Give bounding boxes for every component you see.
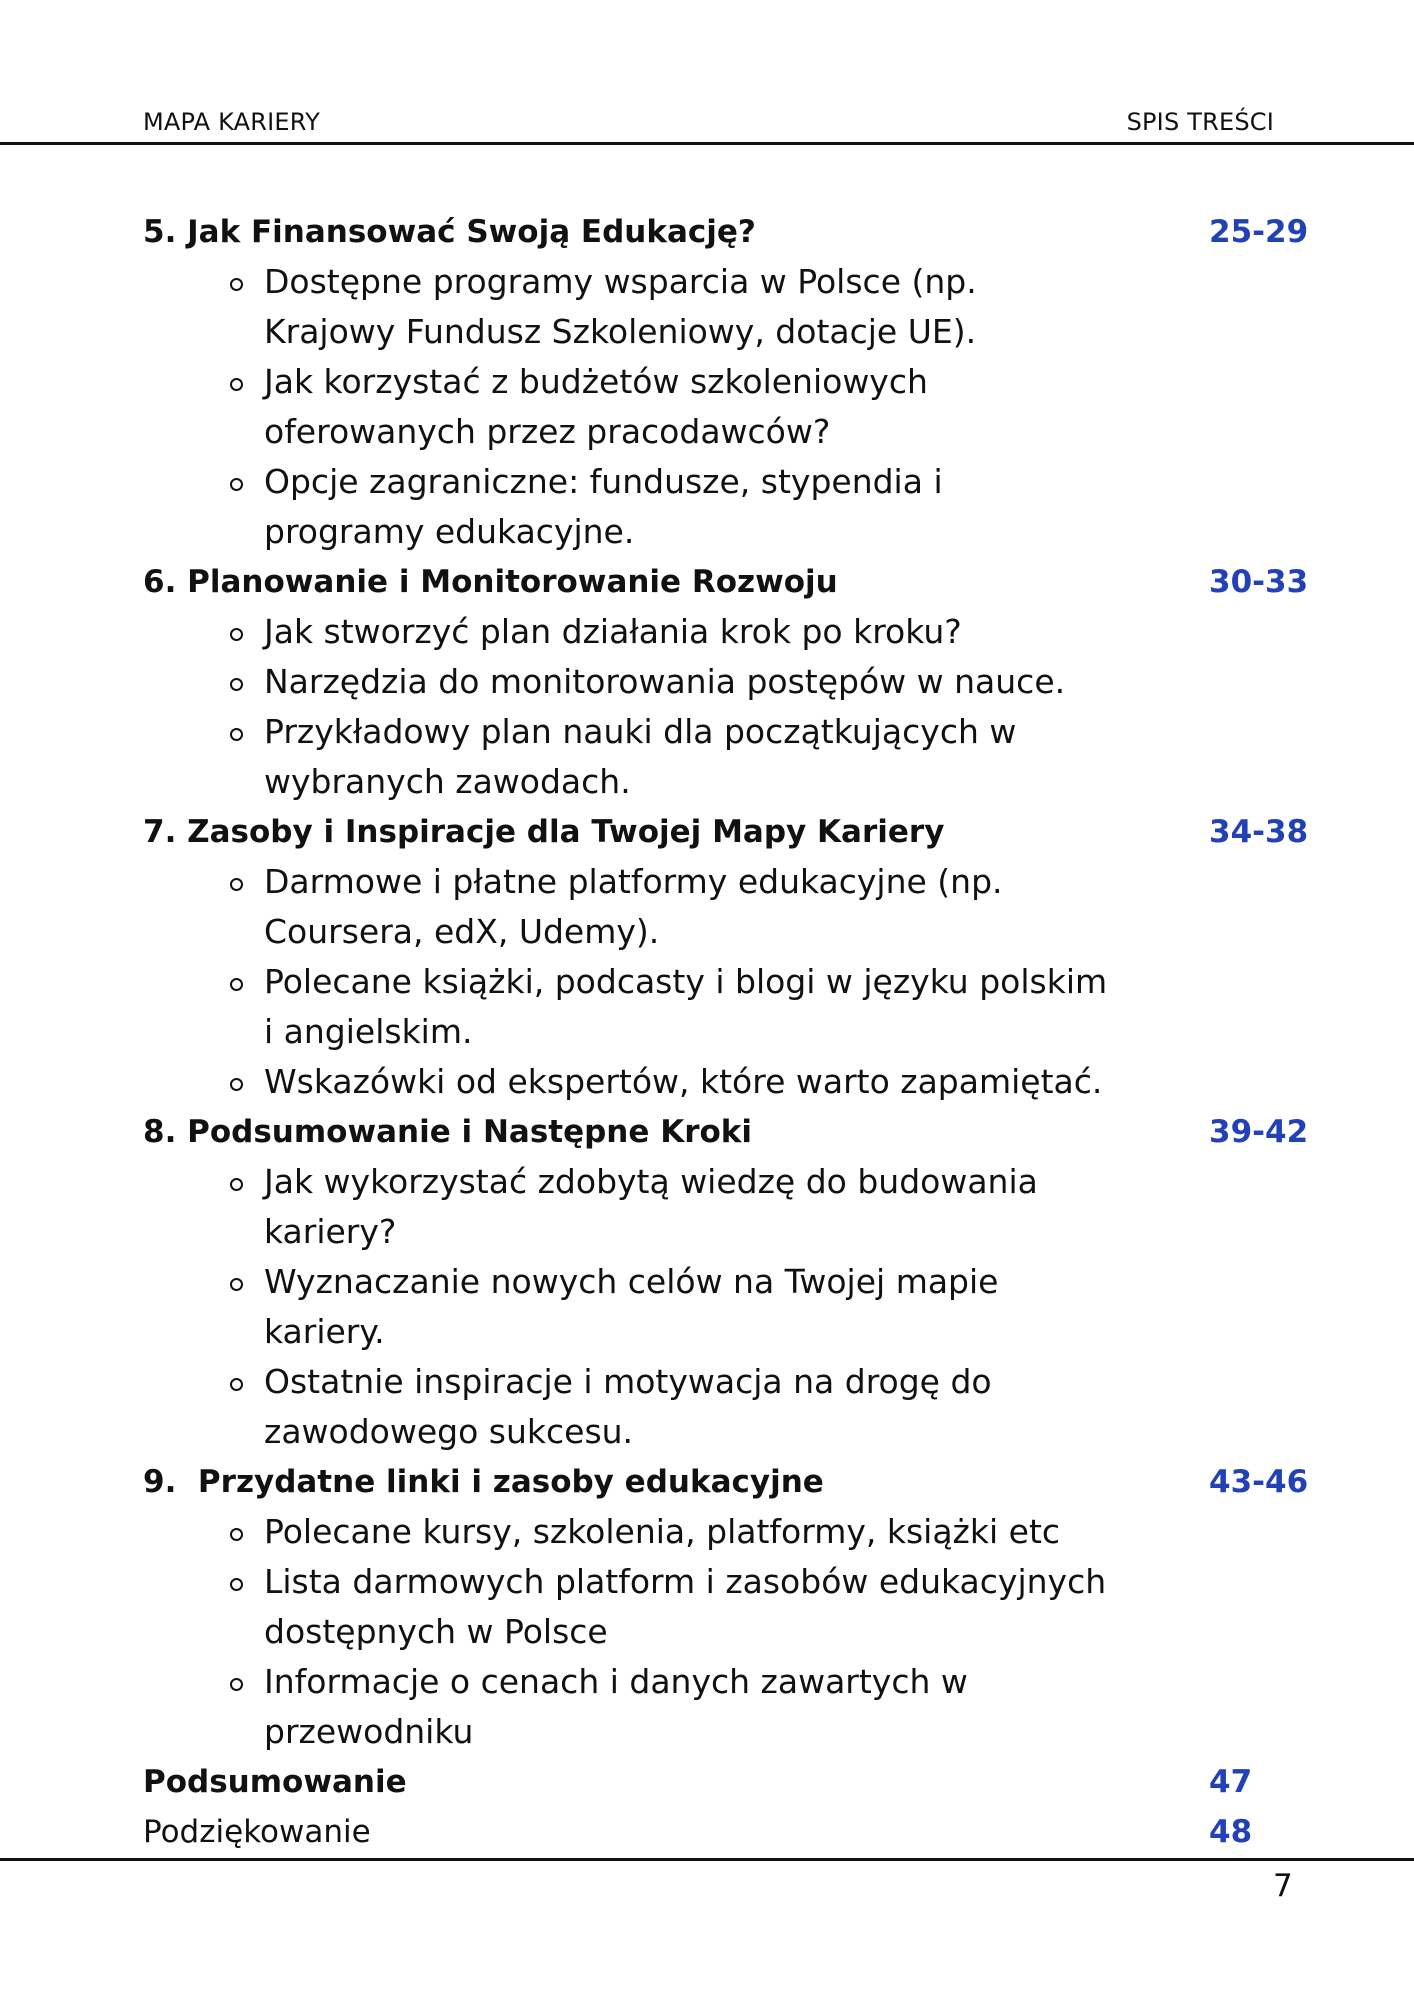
list-item: Opcje zagraniczne: fundusze, stypendia i programy edukacyjne. [143,457,1333,557]
chapter-title: SPIS TREŚCI [1126,108,1274,136]
section-title: 6. Planowanie i Monitorowanie Rozwoju [143,564,838,600]
list-item: Darmowe i płatne platformy edukacyjne (np. Coursera, edX, Udemy). [143,857,1333,957]
circle-bullet-icon [230,728,243,741]
circle-bullet-icon [230,978,243,991]
circle-bullet-icon [230,878,243,891]
list-item: Przykładowy plan nauki dla początkujących w wybranych zawodach. [143,707,1333,807]
circle-bullet-icon [230,628,243,641]
section-7-items [143,857,1333,1107]
circle-bullet-icon [230,1078,243,1091]
circle-bullet-icon [230,1378,243,1391]
section-title: 8. Podsumowanie i Następne Kroki [143,1114,753,1150]
section-pages: 43-46 [1209,1464,1309,1500]
toc-section-6[interactable] [143,557,1333,607]
section-pages: 34-38 [1209,814,1309,850]
section-title: Podsumowanie [143,1764,407,1800]
section-5-items [143,257,1333,557]
list-item: Jak stworzyć plan działania krok po kroku? [143,607,1333,657]
circle-bullet-icon [230,1578,243,1591]
section-pages: 30-33 [1209,564,1309,600]
section-title: 9. Przydatne linki i zasoby edukacyjne [143,1464,824,1500]
circle-bullet-icon [230,1678,243,1691]
circle-bullet-icon [230,378,243,391]
circle-bullet-icon [230,278,243,291]
list-item: Informacje o cenach i danych zawartych w przewodniku [143,1657,1333,1757]
list-item: Lista darmowych platform i zasobów edukacyjnych dostępnych w Polsce [143,1557,1333,1657]
list-item: Wyznaczanie nowych celów na Twojej mapie kariery. [143,1257,1333,1357]
toc-thanks[interactable] [143,1807,1333,1857]
circle-bullet-icon [230,1278,243,1291]
list-item: Wskazówki od ekspertów, które warto zapamiętać. [143,1057,1333,1107]
footer-rule [0,1858,1414,1861]
section-title: 7. Zasoby i Inspiracje dla Twojej Mapy Kariery [143,814,945,850]
header-rule [0,142,1414,145]
section-title: 5. Jak Finansować Swoją Edukację? [143,214,756,250]
list-item: Jak korzystać z budżetów szkoleniowych oferowanych przez pracodawców? [143,357,1333,457]
section-pages: 25-29 [1209,214,1309,250]
running-header [143,108,1274,136]
page-number: 7 [1273,1868,1293,1904]
book-title: MAPA KARIERY [143,108,320,136]
toc-section-8[interactable] [143,1107,1333,1157]
list-item: Narzędzia do monitorowania postępów w nauce. [143,657,1333,707]
list-item: Jak wykorzystać zdobytą wiedzę do budowania kariery? [143,1157,1333,1257]
section-pages: 48 [1209,1814,1253,1850]
circle-bullet-icon [230,1178,243,1191]
section-title: Podziękowanie [143,1814,371,1850]
section-8-items [143,1157,1333,1457]
table-of-contents [143,207,1333,1857]
toc-section-9[interactable] [143,1457,1333,1507]
circle-bullet-icon [230,678,243,691]
circle-bullet-icon [230,478,243,491]
section-6-items [143,607,1333,807]
toc-summary[interactable] [143,1757,1333,1807]
toc-section-5[interactable] [143,207,1333,257]
section-pages: 39-42 [1209,1114,1309,1150]
toc-section-7[interactable] [143,807,1333,857]
section-9-items [143,1507,1333,1757]
section-pages: 47 [1209,1764,1253,1800]
circle-bullet-icon [230,1528,243,1541]
list-item: Polecane kursy, szkolenia, platformy, książki etc [143,1507,1333,1557]
list-item: Ostatnie inspiracje i motywacja na drogę do zawodowego sukcesu. [143,1357,1333,1457]
list-item: Dostępne programy wsparcia w Polsce (np. Krajowy Fundusz Szkoleniowy, dotacje UE). [143,257,1333,357]
list-item: Polecane książki, podcasty i blogi w języku polskim i angielskim. [143,957,1333,1057]
